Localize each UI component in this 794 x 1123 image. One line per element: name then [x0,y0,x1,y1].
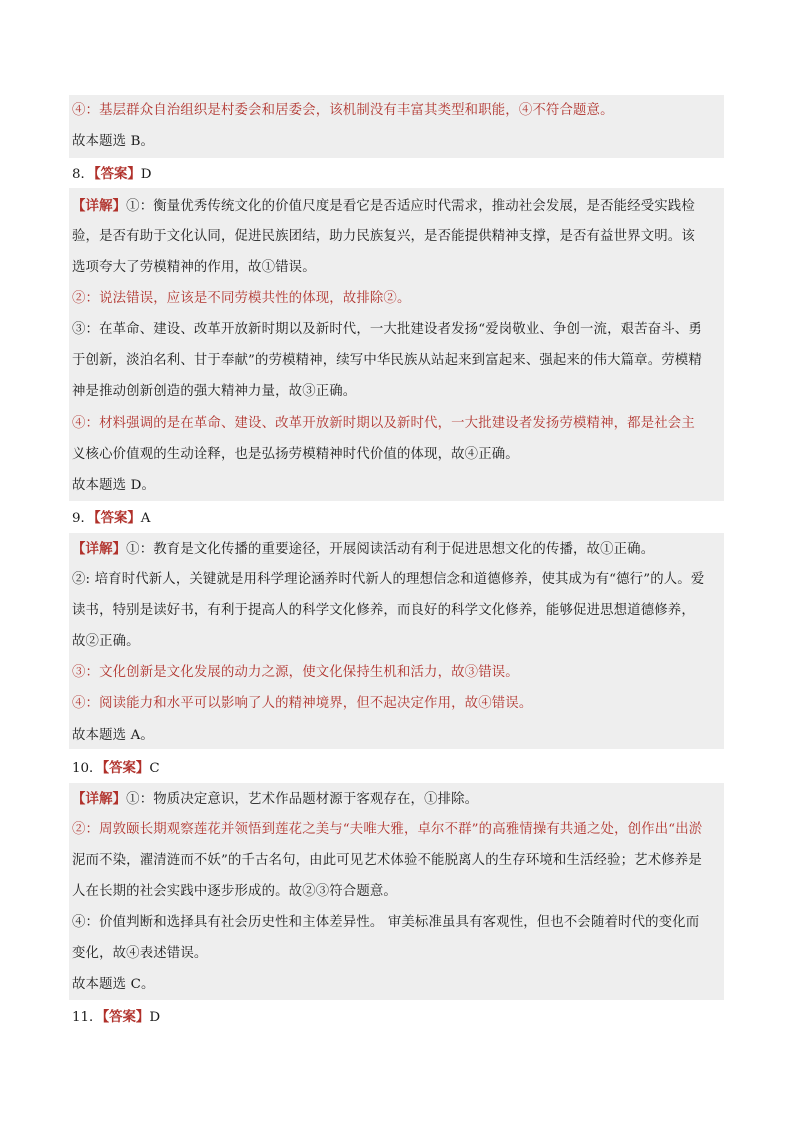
q8-line-8: ④：材料强调的是在革命、建设、改革开放新时期以及新时代，一大批建设者发扬劳模精神，都是社会主 [72,416,695,431]
q11-answer-label: 【答案】 [102,1009,150,1025]
q8-line-1: 【详解】①：衡量优秀传统文化的价值尺度是看它是否适应时代需求，推动社会发展，是否能经受实践检 [72,198,695,214]
q7-option-4-line: ④：基层群众自治组织是村委会和居委会，该机制没有丰富其类型和职能，④不符合题意。 [72,103,614,118]
q8-answer-value: D [140,167,152,182]
q8-line-7: 神是推动创新创造的强大精神力量，故③正确。 [72,384,357,399]
q9-line-3: 读书，特别是读好书，有利于提高人的科学文化修养，而良好的科学文化修养，能够促进思想道德修养， [72,603,695,618]
q8-line-6: 于创新，淡泊名利、甘于奉献”的劳模精神，续写中华民族从站起来到富起来、强起来的伟大篇章。劳模精 [72,353,702,368]
q9-number: 9． [72,511,94,526]
q9-answer-label: 【答案】 [93,510,141,526]
q9-answer-heading [72,508,150,529]
q10-line-6: 变化，故④表述错误。 [72,946,208,961]
q9-line-1: 【详解】①：教育是文化传播的重要途径，开展阅读活动有利于促进思想文化的传播，故①正确。 [72,541,655,557]
q10-answer-label: 【答案】 [102,760,150,776]
q10-number: 10． [72,761,103,776]
q9-conclusion: 故本题选 A。 [72,728,154,743]
q9-line-2: ②: 培育时代新人，关键就是用科学理论涵养时代新人的理想信念和道德修养，使其成为有“德行”的人。爱 [72,572,705,587]
q10-line-4: 人在长期的社会实践中逐步形成的。故②③符合题意。 [72,884,397,899]
q8-line-5: ③：在革命、建设、改革开放新时期以及新时代，一大批建设者发扬“爱岗敬业、争创一流，艰苦奋斗、勇 [72,322,702,337]
q8-answer-label: 【答案】 [93,166,141,182]
q11-number: 11． [72,1010,103,1025]
q8-line-9: 义核心价值观的生动诠释，也是弘扬劳模精神时代价值的体现，故④正确。 [72,447,519,462]
q10-line-2: ②：周敦颐长期观察莲花并领悟到莲花之美与“夫唯大雅，卓尔不群”的高雅情操有共通之处，创作出“出淤 [72,822,703,837]
q8-conclusion: 故本题选 D。 [72,478,155,493]
q8-line-4: ②：说法错误，应该是不同劳模共性的体现，故排除②。 [72,291,411,306]
q9-line-4: 故②正确。 [72,634,140,649]
q7-conclusion: 故本题选 B。 [72,134,155,149]
q9-line-6: ④：阅读能力和水平可以影响了人的精神境界，但不起决定作用，故④错误。 [72,696,533,711]
q10-conclusion: 故本题选 C。 [72,977,155,992]
q10-answer-value: C [149,761,160,776]
q10-line-5: ④：价值判断和选择具有社会历史性和主体差异性。 审美标准虽具有客观性，但也不会随着时代的变化而 [72,915,700,930]
q10-line-1: 【详解】①：物质决定意识，艺术作品题材源于客观存在，①排除。 [72,791,479,807]
q8-line-3: 选项夸大了劳模精神的作用，故①错误。 [72,260,316,275]
q9-answer-value: A [140,511,151,526]
q10-answer-heading [72,758,160,779]
q11-answer-value: D [149,1010,161,1025]
q10-line-3: 泥而不染，濯清涟而不妖”的千古名句，由此可见艺术体验不能脱离人的生存环境和生活经验；艺术修养是 [72,853,702,868]
q8-answer-heading [72,164,152,185]
q8-line-2: 验，是否有助于文化认同，促进民族团结，助力民族复兴，是否能提供精神支撑，是否有益世界文明。该 [72,229,695,244]
q9-line-5: ③：文化创新是文化发展的动力之源，使文化保持生机和活力，故③错误。 [72,665,519,680]
q8-number: 8． [72,167,94,182]
q11-answer-heading [72,1007,160,1028]
